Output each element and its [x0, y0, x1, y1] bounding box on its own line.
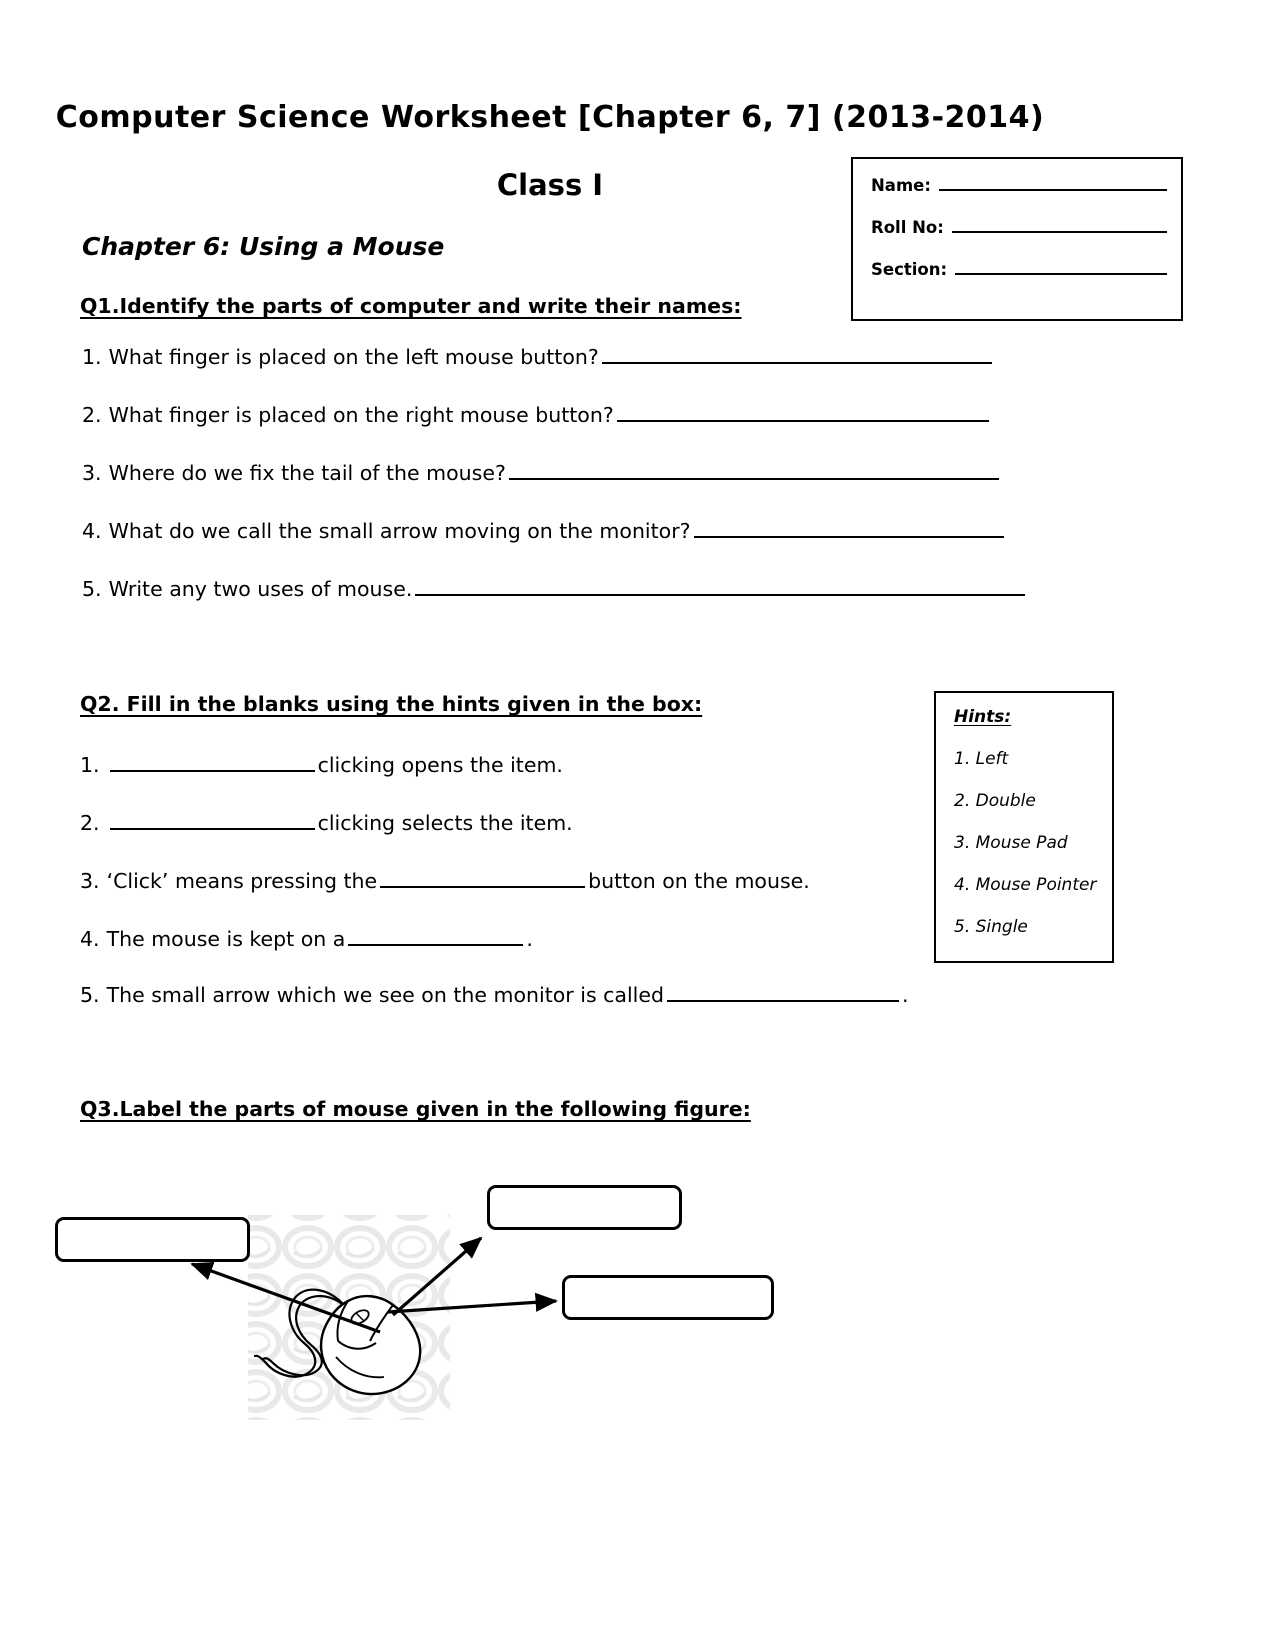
q1-item-3-number: 3.	[82, 461, 102, 485]
q2-item-3-text-before: ‘Click’ means pressing the	[106, 869, 378, 893]
roll-no-label: Roll No:	[871, 218, 944, 237]
name-input-rule[interactable]	[939, 175, 1167, 191]
q2-item-1-answer-blank[interactable]	[110, 757, 315, 772]
q1-item-2-text: What finger is placed on the right mouse button?	[108, 403, 614, 427]
label-box-left[interactable]	[55, 1217, 250, 1262]
hint-item-5: 5. Single	[954, 917, 1028, 937]
q1-item-5-text: Write any two uses of mouse.	[108, 577, 413, 601]
q2-item-5	[80, 983, 909, 1007]
q2-item-2-number: 2.	[80, 811, 100, 835]
q3-heading: Q3.Label the parts of mouse given in the following figure:	[80, 1097, 751, 1121]
q2-item-1-number: 1.	[80, 753, 100, 777]
class-line: Class I	[496, 168, 604, 202]
q1-item-4-number: 4.	[82, 519, 102, 543]
roll-no-input-rule[interactable]	[952, 217, 1167, 233]
q2-item-3	[80, 869, 810, 893]
q2-item-2-answer-blank[interactable]	[110, 815, 315, 830]
q1-item-5-number: 5.	[82, 577, 102, 601]
hint-item-4: 4. Mouse Pointer	[954, 875, 1097, 895]
arrow-to-top-label	[393, 1238, 481, 1315]
q2-item-4-text-after: .	[526, 927, 533, 951]
page-title: Computer Science Worksheet [Chapter 6, 7] (2013-2014)	[55, 100, 1045, 135]
hint-item-1: 1. Left	[954, 749, 1009, 769]
q2-item-2	[80, 811, 573, 835]
q2-item-4	[80, 927, 533, 951]
q2-item-3-answer-blank[interactable]	[380, 873, 585, 888]
q1-item-1-text: What finger is placed on the left mouse button?	[108, 345, 599, 369]
q2-item-1-text-after: clicking opens the item.	[317, 753, 563, 777]
q1-item-4-text: What do we call the small arrow moving on the monitor?	[108, 519, 691, 543]
roll-no-row	[871, 217, 1167, 237]
label-box-top[interactable]	[487, 1185, 682, 1230]
hints-box	[934, 691, 1114, 963]
section-row	[871, 259, 1167, 279]
section-label: Section:	[871, 260, 948, 279]
q1-item-4-answer-blank[interactable]	[694, 523, 1004, 538]
q2-item-5-answer-blank[interactable]	[667, 987, 899, 1002]
q2-item-1	[80, 753, 563, 777]
q2-item-4-text-before: The mouse is kept on a	[106, 927, 346, 951]
name-row	[871, 175, 1167, 195]
hint-item-2: 2. Double	[954, 791, 1036, 811]
q1-item-1	[82, 345, 995, 369]
hint-item-3: 3. Mouse Pad	[954, 833, 1068, 853]
q1-item-2-answer-blank[interactable]	[617, 407, 989, 422]
q1-heading: Q1.Identify the parts of computer and write their names:	[80, 294, 742, 318]
student-info-box	[851, 157, 1183, 321]
q2-item-5-number: 5.	[80, 983, 100, 1007]
q2-item-4-number: 4.	[80, 927, 100, 951]
hints-title: Hints:	[954, 707, 1012, 727]
q1-item-4	[82, 519, 1007, 543]
q2-item-2-text-after: clicking selects the item.	[317, 811, 573, 835]
q1-item-3-answer-blank[interactable]	[509, 465, 999, 480]
q1-item-3-text: Where do we fix the tail of the mouse?	[108, 461, 506, 485]
mouse-labeling-figure	[40, 1160, 840, 1440]
q1-item-3	[82, 461, 1002, 485]
label-box-right[interactable]	[562, 1275, 774, 1320]
section-input-rule[interactable]	[955, 259, 1167, 275]
q1-item-2	[82, 403, 992, 427]
arrow-to-right-label	[388, 1301, 556, 1312]
q1-item-1-number: 1.	[82, 345, 102, 369]
q1-item-1-answer-blank[interactable]	[602, 349, 992, 364]
q2-item-3-number: 3.	[80, 869, 100, 893]
q2-item-3-text-after: button on the mouse.	[588, 869, 810, 893]
name-label: Name:	[871, 176, 931, 195]
q2-item-5-text-before: The small arrow which we see on the monitor is called	[106, 983, 664, 1007]
q1-item-2-number: 2.	[82, 403, 102, 427]
q1-item-5	[82, 577, 1028, 601]
chapter-heading: Chapter 6: Using a Mouse	[82, 232, 445, 261]
arrow-to-left-label	[192, 1264, 380, 1332]
q1-item-5-answer-blank[interactable]	[415, 581, 1025, 596]
q2-item-4-answer-blank[interactable]	[348, 931, 523, 946]
q2-heading: Q2. Fill in the blanks using the hints given in the box:	[80, 692, 703, 716]
q2-item-5-text-after: .	[902, 983, 909, 1007]
